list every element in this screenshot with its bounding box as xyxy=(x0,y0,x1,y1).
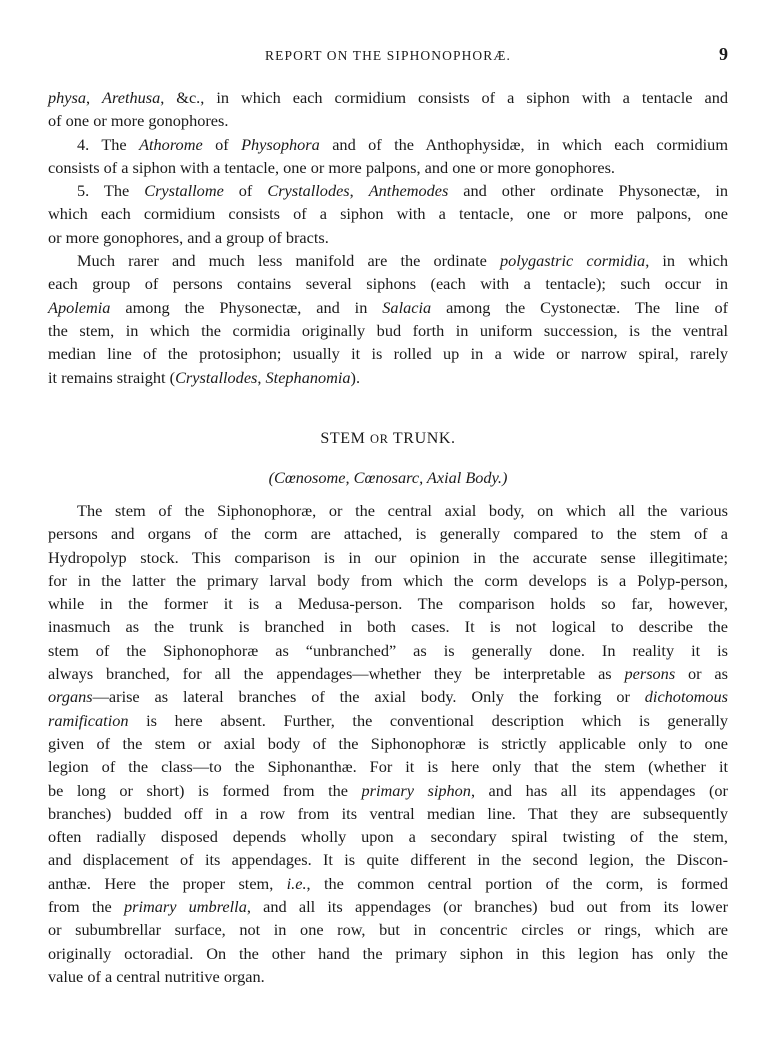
text-run: be long or short) is formed from the xyxy=(48,780,362,800)
text-line xyxy=(48,226,728,249)
text-run: , &c., in which each cormidium consists of a siphon with a tentacle and xyxy=(160,88,728,107)
text-line xyxy=(48,802,728,825)
text-run: , xyxy=(257,367,266,387)
section-subheading: (Cœnosome, Cœnosarc, Axial Body.) xyxy=(268,468,508,487)
text-run: for in the latter the primary larval body from which the corm develops is a Polyp-person, xyxy=(48,570,728,590)
italic-term: Anthemodes xyxy=(368,181,449,201)
text-line xyxy=(48,133,728,156)
running-header xyxy=(48,44,728,66)
text-run: Much rarer and much less manifold are the ordinate xyxy=(77,251,500,271)
text-line xyxy=(48,592,728,615)
text-run: and of the Anthophysidæ, in which each cormidium xyxy=(319,134,728,154)
text-line xyxy=(48,918,728,941)
text-run: and displacement of its appendages. It is quite different in the second legion, the Discon- xyxy=(48,850,728,870)
text-line xyxy=(48,249,728,272)
text-run: anthæ. Here the proper stem, xyxy=(48,873,287,893)
text-run: inasmuch as the trunk is branched in both cases. It is not logical to describe the xyxy=(48,617,728,637)
text-line xyxy=(48,942,728,965)
text-line xyxy=(48,755,728,778)
text-run: 4. The xyxy=(77,134,140,154)
italic-term: Apolemia xyxy=(48,297,111,317)
text-line xyxy=(48,848,728,871)
text-line xyxy=(48,895,728,918)
text-run: given of the stem or axial body of the Siphonophoræ is strictly applicable only to one xyxy=(48,733,728,753)
text-line xyxy=(48,499,728,522)
text-line xyxy=(48,86,728,109)
text-run: consists of a siphon with a tentacle, one or more palpons, and one or more gonophores. xyxy=(48,157,615,177)
page-number: 9 xyxy=(719,44,728,64)
text-line xyxy=(48,546,728,569)
section-stem-body xyxy=(48,499,728,988)
italic-term: Arethusa xyxy=(102,88,161,107)
text-run: 5. The xyxy=(77,181,145,201)
text-run: , and all its appendages (or branches) bud out from its lower xyxy=(246,897,729,917)
italic-term: polygastric cormidia xyxy=(499,251,646,271)
text-line xyxy=(48,685,728,708)
running-title: REPORT ON THE SIPHONOPHORÆ. xyxy=(265,48,511,63)
text-run: Hydropolyp stock. This comparison is in our opinion in the accurate sense illegitimate; xyxy=(48,547,728,567)
text-run: or more gonophores, and a group of bracts. xyxy=(48,227,329,247)
text-line xyxy=(48,202,728,225)
italic-term: Stephanomia xyxy=(265,367,351,387)
text-run: legion of the class—to the Siphonanthæ. For it is here only that the stem (whether it xyxy=(48,757,728,777)
text-run: The stem of the Siphonophoræ, or the central axial body, on which all the various xyxy=(77,501,728,520)
text-run: from the xyxy=(48,897,124,917)
italic-term: primary umbrella xyxy=(123,897,247,917)
section-cormidia-types xyxy=(48,86,728,389)
text-run: stem of the Siphonophoræ as “unbranched” as is generally done. In reality it is xyxy=(48,640,728,660)
text-line xyxy=(48,179,728,202)
text-run: among the Cystonectæ. The line of xyxy=(431,297,729,317)
italic-term: dichotomous xyxy=(644,687,728,707)
text-line xyxy=(48,662,728,685)
text-line xyxy=(48,779,728,802)
text-run: of xyxy=(202,134,242,154)
italic-term: i.e. xyxy=(286,873,307,893)
text-run: value of a central nutritive organ. xyxy=(48,966,265,986)
text-run: often radially disposed depends wholly upon a secondary spiral twisting of the stem, xyxy=(48,827,728,847)
text-run: , xyxy=(85,88,103,107)
heading-connector: OR xyxy=(370,432,389,446)
text-run: it remains straight ( xyxy=(48,367,176,387)
heading-part-stem: STEM xyxy=(320,430,371,447)
text-line xyxy=(48,709,728,732)
text-line xyxy=(48,272,728,295)
text-run: which each cormidium consists of a siphon with a tentacle, one or more palpons, one xyxy=(48,204,728,224)
text-run: —arise as lateral branches of the axial body. Only the forking or xyxy=(92,687,645,707)
text-line xyxy=(48,319,728,342)
text-run: of xyxy=(223,181,268,201)
text-line xyxy=(48,109,728,132)
text-line xyxy=(48,366,728,389)
italic-term: Crystallodes xyxy=(267,181,350,201)
section-heading xyxy=(48,430,728,448)
italic-term: physa xyxy=(48,88,86,107)
text-run: , in which xyxy=(645,251,728,271)
text-line xyxy=(48,639,728,662)
text-run: while in the former it is a Medusa-person. The comparison holds so far, however, xyxy=(48,594,728,614)
text-run: each group of persons contains several siphons (each with a tentacle); such occur in xyxy=(48,274,728,294)
text-run: always branched, for all the appendages—whether they be interpretable as xyxy=(48,664,625,684)
text-run: median line of the protosiphon; usually it is rolled up in a wide or narrow spiral, rarely xyxy=(48,344,728,364)
italic-term: Athorome xyxy=(139,134,203,154)
text-run: branches) budded off in a row from its ventral median line. That they are subsequently xyxy=(48,803,728,823)
italic-term: primary siphon xyxy=(361,780,471,800)
text-line xyxy=(48,296,728,319)
text-line xyxy=(48,615,728,638)
italic-term: organs xyxy=(48,687,93,707)
italic-term: Crystallome xyxy=(144,181,224,201)
text-run: ). xyxy=(350,367,361,387)
text-run: originally octoradial. On the other hand the primary siphon in this legion has only the xyxy=(48,943,728,963)
italic-term: Crystallodes xyxy=(175,367,258,387)
text-line xyxy=(48,156,728,179)
text-run: , and has all its appendages (or xyxy=(470,780,728,800)
text-line xyxy=(48,569,728,592)
text-run: or as xyxy=(675,664,728,684)
italic-term: persons xyxy=(624,664,676,684)
text-line xyxy=(48,825,728,848)
italic-term: Salacia xyxy=(382,297,432,317)
text-line xyxy=(48,965,728,988)
text-run: and other ordinate Physonectæ, in xyxy=(448,181,729,201)
text-line xyxy=(48,342,728,365)
text-line xyxy=(48,522,728,545)
text-run: among the Physonectæ, and in xyxy=(110,297,383,317)
text-run: or subumbrellar surface, not in one row, but in concentric circles or rings, which are xyxy=(48,920,728,940)
text-line xyxy=(48,872,728,895)
text-run: , xyxy=(349,181,369,201)
text-line xyxy=(48,732,728,755)
text-run: , the common central portion of the corm, is formed xyxy=(306,873,728,893)
italic-term: Physophora xyxy=(241,134,320,154)
heading-part-trunk: TRUNK. xyxy=(388,430,456,447)
text-run: of one or more gonophores. xyxy=(48,111,229,131)
text-run: the stem, in which the cormidia originally bud forth in uniform succession, is the ventral xyxy=(48,320,728,340)
italic-term: ramification xyxy=(48,710,129,730)
text-run: is here absent. Further, the conventional description which is generally xyxy=(128,710,728,730)
text-run: persons and organs of the corm are attached, is generally compared to the stem of a xyxy=(48,524,728,544)
